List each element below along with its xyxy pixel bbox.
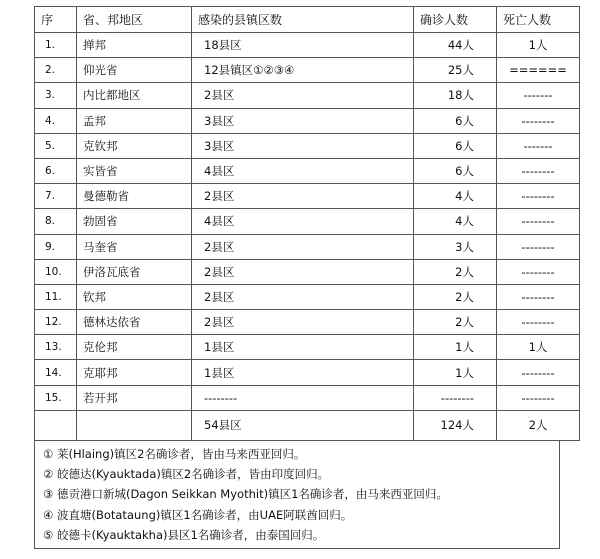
row-deaths: 1人: [497, 335, 580, 360]
row-deaths: --------: [497, 284, 580, 309]
row-region: 掸邦: [77, 33, 192, 58]
row-towns: 18县区: [192, 33, 414, 58]
row-region: 钦邦: [77, 284, 192, 309]
row-region: 勃固省: [77, 209, 192, 234]
row-region: 克伦邦: [77, 335, 192, 360]
row-region: 实皆省: [77, 158, 192, 183]
total-region-cell: [77, 410, 192, 440]
row-region: 克钦邦: [77, 133, 192, 158]
table-header-row: [35, 7, 580, 33]
row-deaths: --------: [497, 184, 580, 209]
table-row: [35, 33, 580, 58]
table-row: [35, 108, 580, 133]
row-deaths: -------: [497, 83, 580, 108]
row-index: 11.: [35, 284, 77, 309]
row-region: 克耶邦: [77, 360, 192, 385]
row-index: 9.: [35, 234, 77, 259]
table-row: [35, 335, 580, 360]
footnote: ② 皎德达(Kyauktada)镇区2名确诊者，皆由印度回归。: [43, 467, 330, 482]
footnote: ① 莱(Hlaing)镇区2名确诊者，皆由马来西亚回归。: [43, 446, 306, 461]
row-towns: 1县区: [192, 360, 414, 385]
row-towns: 2县区: [192, 284, 414, 309]
row-confirmed: 44人: [414, 33, 497, 58]
row-towns: 3县区: [192, 108, 414, 133]
row-index: 4.: [35, 108, 77, 133]
table-row: [35, 259, 580, 284]
table-row: [35, 133, 580, 158]
row-confirmed: 1人: [414, 360, 497, 385]
row-deaths: --------: [497, 360, 580, 385]
footnote: ③ 德贡港口新城(Dagon Seikkan Myothit)镇区1名确诊者，由马来西亚回归。: [43, 487, 448, 502]
header-towns: 感染的县镇区数: [192, 7, 414, 33]
row-confirmed: 3人: [414, 234, 497, 259]
row-deaths: --------: [497, 234, 580, 259]
table-row: [35, 158, 580, 183]
row-index: 5.: [35, 133, 77, 158]
row-towns: 2县区: [192, 259, 414, 284]
row-index: 6.: [35, 158, 77, 183]
row-region: 马奎省: [77, 234, 192, 259]
row-deaths: --------: [497, 108, 580, 133]
table-row: [35, 83, 580, 108]
row-towns: 4县区: [192, 158, 414, 183]
row-index: 7.: [35, 184, 77, 209]
row-confirmed: 2人: [414, 284, 497, 309]
row-towns: 3县区: [192, 133, 414, 158]
row-index: 8.: [35, 209, 77, 234]
table-row: [35, 360, 580, 385]
table-row: [35, 209, 580, 234]
stats-table: [34, 6, 580, 441]
row-confirmed: --------: [414, 385, 497, 410]
covid-stats-document: [34, 6, 567, 549]
row-towns: --------: [192, 385, 414, 410]
row-region: 德林达依省: [77, 310, 192, 335]
row-deaths: --------: [497, 158, 580, 183]
table-row: [35, 310, 580, 335]
row-region: 仰光省: [77, 58, 192, 83]
row-confirmed: 25人: [414, 58, 497, 83]
total-index-cell: [35, 410, 77, 440]
row-towns: 4县区: [192, 209, 414, 234]
row-region: 若开邦: [77, 385, 192, 410]
row-towns: 1县区: [192, 335, 414, 360]
table-row: [35, 385, 580, 410]
row-index: 1.: [35, 33, 77, 58]
row-index: 13.: [35, 335, 77, 360]
table-row: [35, 184, 580, 209]
row-region: 曼德勒省: [77, 184, 192, 209]
total-towns: 54县区: [192, 410, 414, 440]
row-confirmed: 6人: [414, 133, 497, 158]
row-deaths: --------: [497, 209, 580, 234]
row-deaths: --------: [497, 310, 580, 335]
header-confirmed: 确诊人数: [414, 7, 497, 33]
row-index: 15.: [35, 385, 77, 410]
row-region: 伊洛瓦底省: [77, 259, 192, 284]
table-row: [35, 284, 580, 309]
row-confirmed: 1人: [414, 335, 497, 360]
row-deaths: -------: [497, 133, 580, 158]
table-row: [35, 58, 580, 83]
row-deaths: --------: [497, 259, 580, 284]
total-confirmed: 124人: [414, 410, 497, 440]
row-region: 孟邦: [77, 108, 192, 133]
row-towns: 2县区: [192, 83, 414, 108]
row-index: 14.: [35, 360, 77, 385]
row-towns: 2县区: [192, 234, 414, 259]
row-index: 12.: [35, 310, 77, 335]
row-confirmed: 6人: [414, 108, 497, 133]
row-towns: 2县区: [192, 310, 414, 335]
total-deaths: 2人: [497, 410, 580, 440]
footnotes: [34, 441, 560, 549]
row-deaths: 1人: [497, 33, 580, 58]
table-body: [35, 33, 580, 441]
row-confirmed: 4人: [414, 184, 497, 209]
row-confirmed: 2人: [414, 259, 497, 284]
row-confirmed: 2人: [414, 310, 497, 335]
footnote: ⑤ 皎德卡(Kyauktakha)县区1名确诊者，由泰国回归。: [43, 528, 325, 542]
row-confirmed: 4人: [414, 209, 497, 234]
row-index: 2.: [35, 58, 77, 83]
header-deaths: 死亡人数: [497, 7, 580, 33]
header-index: 序: [35, 7, 77, 33]
row-region: 内比都地区: [77, 83, 192, 108]
row-deaths: --------: [497, 385, 580, 410]
total-row: [35, 410, 580, 440]
row-towns: 12县镇区①②③④: [192, 58, 414, 83]
row-index: 10.: [35, 259, 77, 284]
table-row: [35, 234, 580, 259]
header-region: 省、邦地区: [77, 7, 192, 33]
row-confirmed: 6人: [414, 158, 497, 183]
row-towns: 2县区: [192, 184, 414, 209]
row-deaths: ======: [497, 58, 580, 83]
footnote: ④ 波直塘(Botataung)镇区1名确诊者，由UAE阿联酋回归。: [43, 507, 353, 522]
row-confirmed: 18人: [414, 83, 497, 108]
row-index: 3.: [35, 83, 77, 108]
